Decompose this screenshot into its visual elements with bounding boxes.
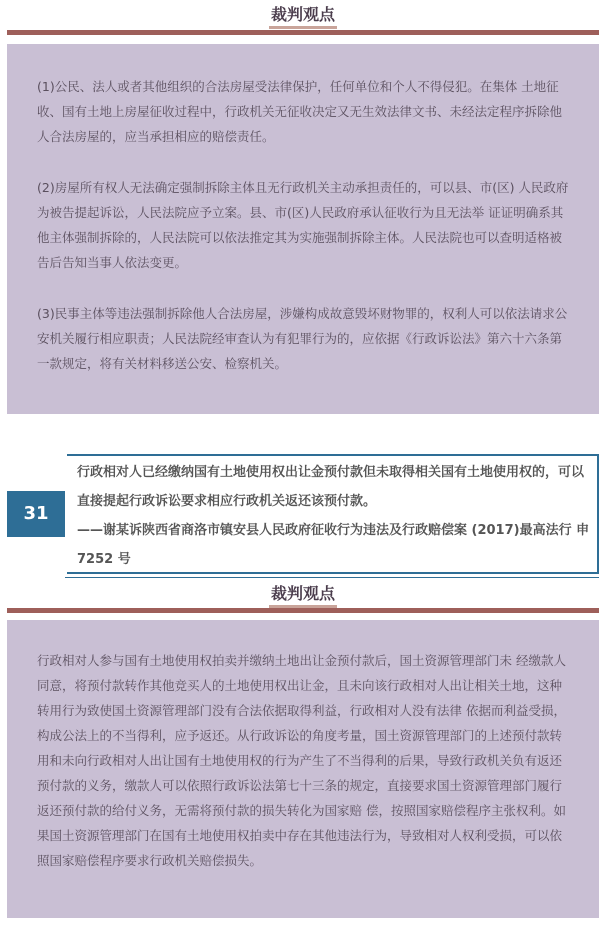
header-rule: [7, 30, 599, 35]
opinion-paragraph-3: (3)民事主体等违法强制拆除他人合法房屋，涉嫌构成故意毁坏财物罪的，权利人可以依法请求公安机关履行相应职责；人民法院经审查认为有犯罪行为的，应依据《行政诉讼法》第六十六条第一款规定，将有关材料移送公安、检察机关。: [37, 306, 568, 371]
header-rule: [7, 608, 599, 613]
opinion-paragraph-1: (1)公民、法人或者其他组织的合法房屋受法律保护，任何单位和个人不得侵犯。在集体 土地征收、国有土地上房屋征收过程中，行政机关无征收决定又无生效法律文书、未经法定程序拆除他人合法房屋的，应当承担相应的赔偿责任。: [37, 79, 563, 144]
case-text: [77, 458, 591, 574]
case-holding: 行政相对人已经缴纳国有土地使用权出让金预付款但未取得相关国有土地使用权的，可以直接提起行政诉讼要求相应行政机关返还该预付款。: [77, 465, 585, 509]
case-number-badge: 31: [7, 491, 65, 537]
section-header-1: [7, 4, 599, 29]
section-title: 裁判观点: [269, 583, 337, 608]
opinion-panel-1: [7, 44, 599, 414]
case-box: [67, 454, 599, 574]
section-title: 裁判观点: [269, 4, 337, 29]
opinion-paragraph-2: (2)房屋所有权人无法确定强制拆除主体且无行政机关主动承担责任的，可以县、市(区) 人民政府为被告提起诉讼，人民法院应予立案。县、市(区)人民政府承认征收行为且无法举 证证明确系其他主体强制拆除的，人民法院可以依法推定其为实施强制拆除主体。人民法院也可以查明适格被告后告知当事人依法变更。: [37, 180, 569, 270]
case-citation: ——谢某诉陕西省商洛市镇安县人民政府征收行为违法及行政赔偿案 (2017)最高法行 申 7252 号: [77, 523, 590, 567]
opinion-paragraph: 行政相对人参与国有土地使用权拍卖并缴纳土地出让金预付款后，国土资源管理部门未 经缴款人同意，将预付款转作其他竞买人的土地使用权出让金，且未向该行政相对人出让相关土地，这种转用行为致使国土资源管理部门没有合法依据取得利益，行政相对人没有法律 依据而利益受损，构成公法上的不当得利，应予返还。从行政诉讼的角度考量，国土资源管理部门的上述预付款转用和未向行政相对人出让国有土地使用权的行为产生了不当得利的后果，导致行政机关负有返还预付款的义务，缴款人可以依照行政诉讼法第七十三条的规定，直接要求国土资源管理部门履行返还预付款的给付义务，无需将预付款的损失转化为国家赔 偿，按照国家赔偿程序主张权利。如果国土资源管理部门在国有土地使用权拍卖中存在其他违法行为，导致相对人权利受损，可以依照国家赔偿程序要求行政机关赔偿损失。: [37, 653, 566, 868]
opinion-panel-2: [7, 620, 599, 918]
section-header-2: [7, 583, 599, 608]
